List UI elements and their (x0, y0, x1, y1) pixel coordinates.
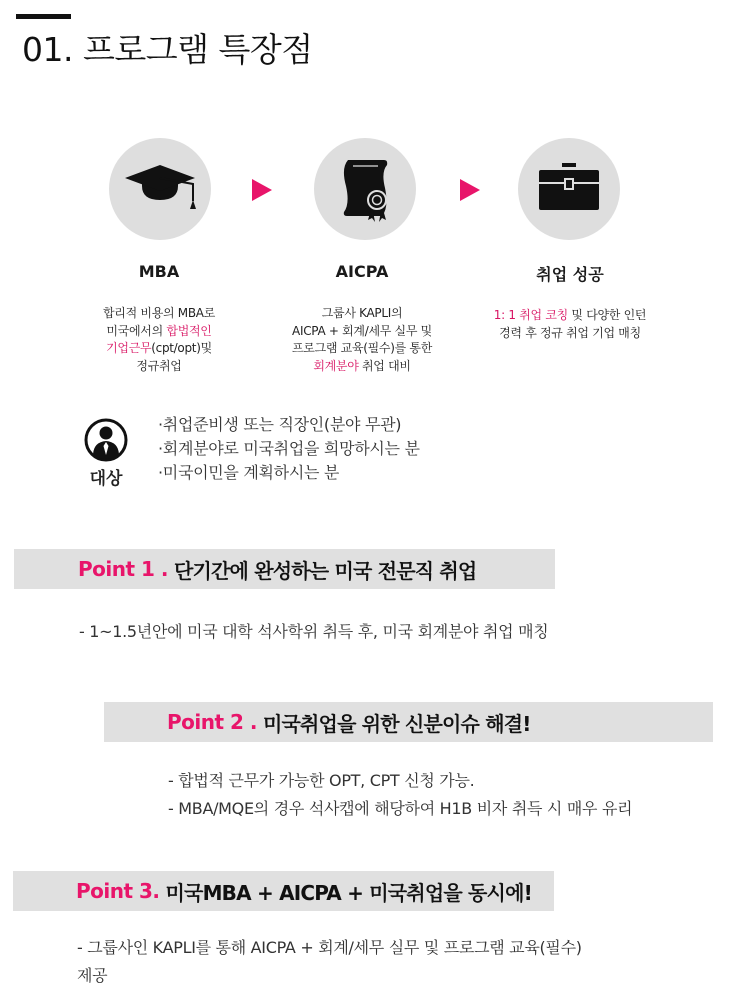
feature-desc-line (252, 323, 472, 341)
point-2-band (104, 702, 713, 742)
feature-desc-line (252, 305, 472, 323)
feature-title-aicpa: AICPA (335, 262, 389, 281)
desc-text: 프로그램 교육(필수)를 통한 (291, 341, 432, 355)
next-arrow-icon (460, 179, 480, 201)
desc-text: 경력 후 정규 취업 기업 매칭 (499, 325, 641, 340)
target-item: ·취업준비생 또는 직장인(분야 무관) (158, 415, 402, 434)
target-item: ·회계분야로 미국취업을 희망하시는 분 (158, 439, 420, 458)
feature-desc-job (460, 307, 680, 342)
feature-desc-line (49, 305, 269, 323)
desc-text: 정규취업 (136, 358, 182, 373)
next-arrow-icon (252, 179, 272, 201)
point-3-text (77, 934, 582, 990)
point-2-text (168, 767, 632, 823)
point-3-band (13, 871, 554, 911)
point-1-band (14, 549, 555, 589)
feature-desc-line (460, 307, 680, 325)
feature-desc-line (49, 358, 269, 376)
highlight-text: 1: 1 취업 코칭 (493, 308, 568, 322)
feature-title-mba: MBA (138, 262, 180, 281)
briefcase-icon (518, 138, 620, 240)
feature-desc-aicpa (252, 305, 472, 375)
desc-text: 취업 대비 (358, 358, 411, 373)
point-2-line: - MBA/MQE의 경우 석사캡에 해당하여 H1B 비자 취득 시 매우 유리 (168, 799, 633, 818)
feature-desc-line (460, 325, 680, 343)
point-3-label: Point 3. (76, 879, 160, 903)
point-1-text (79, 618, 548, 646)
desc-text: (cpt/opt)및 (151, 341, 212, 355)
highlight-text: 회계분야 (313, 358, 359, 373)
point-3-line: 제공 (77, 966, 108, 985)
point-3-title: 미국MBA + AICPA + 미국취업을 동시에! (165, 880, 532, 905)
title-accent-bar (16, 14, 71, 19)
point-3-line: - 그룹사인 KAPLI를 통해 AICPA + 회계/세무 실무 및 프로그램 교육(필수) (77, 938, 582, 957)
feature-desc-line (49, 323, 269, 341)
feature-desc-line (252, 358, 472, 376)
target-item: ·미국이민을 계획하시는 분 (158, 463, 340, 482)
point-1-label: Point 1 . (78, 557, 168, 581)
feature-desc-line (252, 340, 472, 358)
desc-text: 미국에서의 (106, 323, 167, 338)
certificate-scroll-icon (314, 138, 416, 240)
graduation-cap-icon (109, 138, 211, 240)
desc-text: 및 다양한 인턴 (567, 308, 647, 322)
person-icon (84, 418, 128, 462)
section-title: 01. 프로그램 특장점 (22, 30, 313, 69)
target-label: 대상 (89, 469, 123, 489)
point-2-label: Point 2 . (167, 710, 257, 734)
desc-text: 그룹사 KAPLI의 (321, 306, 403, 320)
highlight-text: 합법적인 (166, 323, 212, 338)
desc-text: AICPA + 회계/세무 실무 및 (292, 323, 432, 338)
highlight-text: 기업근무 (106, 341, 152, 355)
feature-desc-mba (49, 305, 269, 375)
point-2-title: 미국취업을 위한 신분이슈 해결! (263, 711, 531, 736)
target-list (158, 413, 420, 485)
feature-title-job: 취업 성공 (536, 265, 604, 284)
feature-desc-line (49, 340, 269, 358)
point-1-title: 단기간에 완성하는 미국 전문직 취업 (174, 558, 477, 583)
point-2-line: - 합법적 근무가 가능한 OPT, CPT 신청 가능. (168, 771, 475, 790)
point-1-line: - 1~1.5년안에 미국 대학 석사학위 취득 후, 미국 회계분야 취업 매칭 (79, 622, 549, 641)
desc-text: 합리적 비용의 MBA로 (103, 306, 215, 320)
